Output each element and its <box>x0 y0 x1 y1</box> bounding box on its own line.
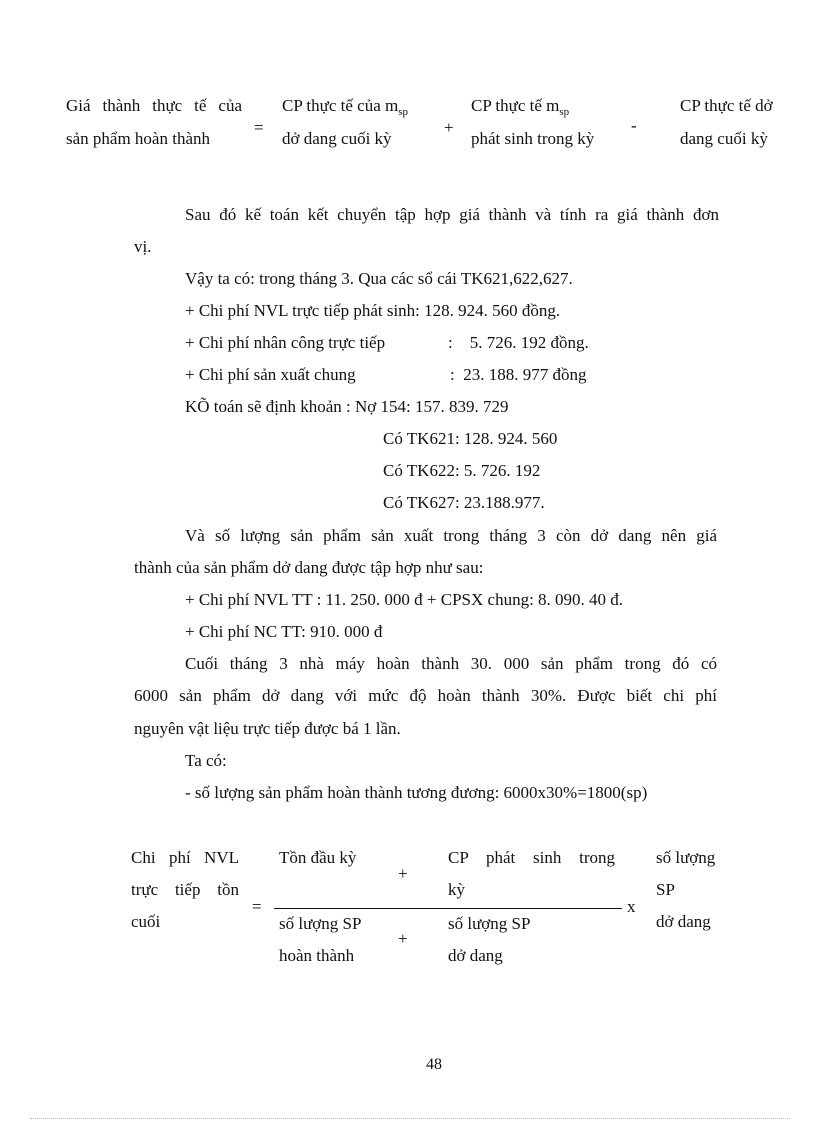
formula1-term1-line1: CP thực tế của $m_{sp}$ <box>282 96 409 118</box>
formula1-term3-line2: dang cuối kỳ <box>680 129 768 148</box>
summary-intro: Vậy ta có: trong tháng 3. Qua các sổ cái TK621,622,627. <box>185 269 573 288</box>
formula2-rhs-line1: số lượng <box>656 848 716 867</box>
formula2-rhs-line3: dở dang <box>656 912 711 931</box>
numerator-period-cost-line2: kỳ <box>448 880 465 899</box>
formula1-term2-line2: phát sinh trong kỳ <box>471 129 595 148</box>
cost-labor-value: : 5. 726. 192 đồng. <box>448 333 589 352</box>
cost-material-line: + Chi phí NVL trực tiếp phát sinh: 128. 924. 560 đồng. <box>185 301 561 320</box>
cost-overhead-value: : 23. 188. 977 đồng <box>450 365 587 384</box>
paragraph2-line1: Và số lượng sản phẩm sản xuất trong tháng 3 còn dở dang nên giá <box>185 526 717 545</box>
paragraph3-line2: 6000 sản phẩm dở dang với mức độ hoàn thành 30%. Được biết chi phí <box>134 686 717 705</box>
formula2-times: x <box>627 897 636 916</box>
formula2-lhs-line1: Chi phí NVL <box>131 848 239 867</box>
formula1-lhs-line1: Giá thành thực tế của <box>66 96 242 115</box>
formula1-term1-line2: dở dang cuối kỳ <box>282 129 392 148</box>
fraction-bar <box>274 908 622 909</box>
numerator-opening-balance: Tồn đầu kỳ <box>279 848 357 867</box>
denominator-wip-line2: dở dang <box>448 946 503 965</box>
page-number: 48 <box>426 1056 442 1073</box>
paragraph1-line2: vị. <box>134 237 152 256</box>
journal-entry-credit-622: Có TK622: 5. 726. 192 <box>383 461 541 480</box>
formula1-term3-line1: CP thực tế dở <box>680 96 773 115</box>
journal-entry-credit-627: Có TK627: 23.188.977. <box>383 493 545 512</box>
formula2-rhs-line2: SP <box>656 880 675 899</box>
formula1-lhs-line2: sản phẩm hoàn thành <box>66 129 210 148</box>
wip-cost-labor: + Chi phí NC TT: 910. 000 đ <box>185 622 383 641</box>
numerator-plus: + <box>398 864 408 883</box>
formula2-lhs-line2: trực tiếp tồn <box>131 880 239 899</box>
denominator-completed-line1: số lượng SP <box>279 914 362 933</box>
formula1-equals: = <box>254 118 264 137</box>
cost-labor-label: + Chi phí nhân công trực tiếp <box>185 333 386 352</box>
wip-cost-material: + Chi phí NVL TT : 11. 250. 000 đ + CPSX chung: 8. 090. 40 đ. <box>185 590 624 609</box>
paragraph1-line1: Sau đó kế toán kết chuyển tập hợp giá thành và tính ra giá thành đơn <box>185 205 719 224</box>
equivalent-units-line: - số lượng sản phẩm hoàn thành tương đương: 6000x30%=1800(sp) <box>185 783 648 802</box>
formula2-equals: = <box>252 897 262 916</box>
journal-entry-debit: KÕ toán sẽ định khoản : Nợ 154: 157. 839. 729 <box>185 397 509 416</box>
cost-overhead-label: + Chi phí sản xuất chung <box>185 365 356 384</box>
formula1-term2-line1: CP thực tế $m_{sp}$ <box>471 96 570 118</box>
ta-co-label: Ta có: <box>185 751 227 770</box>
numerator-period-cost-line1: CP phát sinh trong <box>448 848 615 867</box>
formula2-lhs-line3: cuối <box>131 912 161 931</box>
journal-entry-credit-621: Có TK621: 128. 924. 560 <box>383 429 558 448</box>
denominator-wip-line1: số lượng SP <box>448 914 531 933</box>
denominator-plus: + <box>398 929 408 948</box>
footer-divider <box>30 1118 790 1119</box>
formula1-minus: - <box>631 116 637 135</box>
paragraph3-line3: nguyên vật liệu trực tiếp được bá 1 lần. <box>134 719 401 738</box>
paragraph2-line2: thành của sản phẩm dở dang được tập hợp như sau: <box>134 558 484 577</box>
denominator-completed-line2: hoàn thành <box>279 946 355 965</box>
paragraph3-line1: Cuối tháng 3 nhà máy hoàn thành 30. 000 sản phẩm trong đó có <box>185 654 717 673</box>
formula1-plus: + <box>444 118 454 137</box>
